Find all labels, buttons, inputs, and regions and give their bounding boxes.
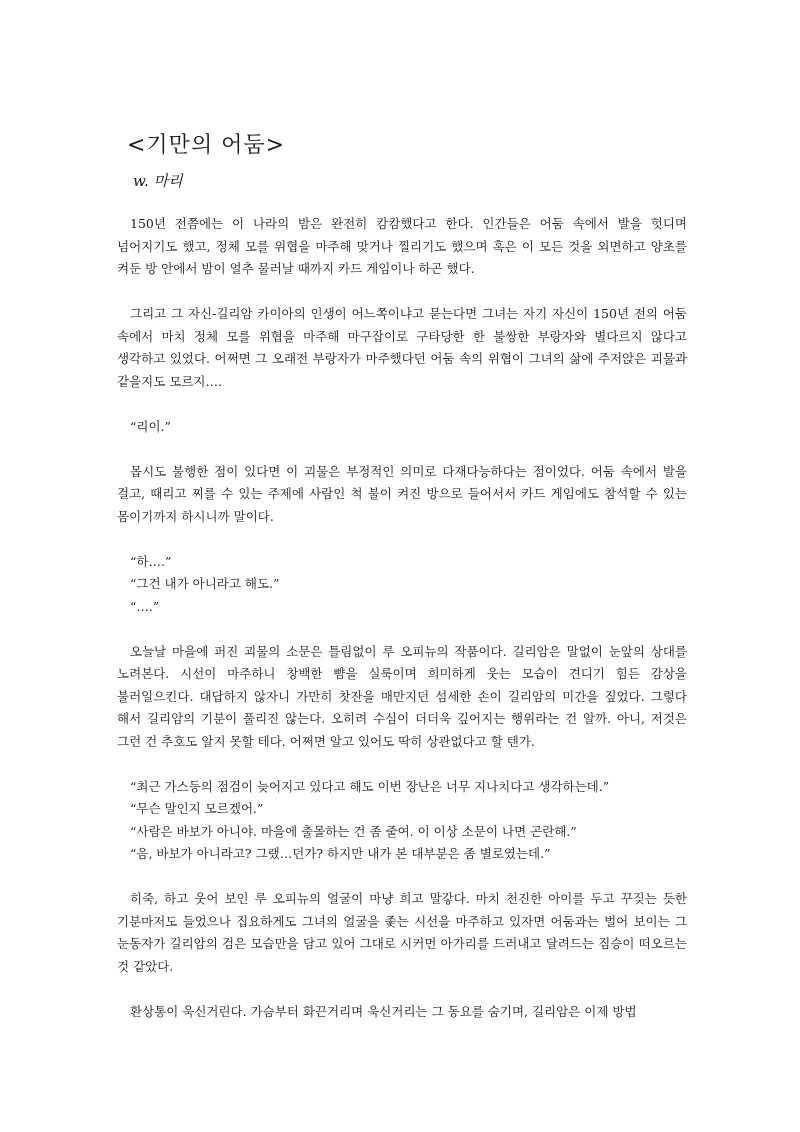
dialogue-line: “사람은 바보가 아니야. 마을에 출몰하는 건 좀 줄여. 이 이상 소문이 나면 곤란해.” [130,823,577,839]
author-byline: w. 마리 [133,172,183,190]
paragraph-4: 오늘날 마을에 퍼진 괴물의 소문은 틀림없이 루 오피뉴의 작품이다. 길리암은 말없이 눈앞의 상대를 노려본다. 시선이 마주하니 창백한 뺨을 실룩이며 희미하게 웃는 모습이 견디기 힘든 감상을 불러일으킨다. 대답하지 않자니 가만히 찻잔을 매만지던 섬세한 손이 길리암의 미간을 짚었다. 그렇다 해서 길리암의 기분이 풀리진 않는다. 오히려 수심이 더더욱 깊어지는 행위라는 건 알까. 아니, 저것은 그런 건 추호도 알지 못할 테다. 어쩌면 알고 있어도 딱히 상관없다고 할 텐가. [117,643,687,749]
dialogue-line-riii: “리이.” [130,418,171,434]
paragraph-6: 환상통이 욱신거린다. 가슴부터 화끈거리며 욱신거리는 그 동요를 숨기며, 길리암은 이제 방법 [130,1003,637,1019]
dialogue-block-2 [117,776,687,866]
paragraph-3: 몹시도 불행한 점이 있다면 이 괴물은 부정적인 의미로 다재다능하다는 점이었다. 어둠 속에서 발을 걸고, 때리고 찌를 수 있는 주제에 사람인 척 불이 켜진 방으로 들어서서 카드 게임에도 참석할 수 있는 몸이기까지 하시니까 말이다. [117,463,687,524]
paragraph-1: 150년 전쯤에는 이 나라의 밤은 완전히 캄캄했다고 한다. 인간들은 어둠 속에서 발을 헛디며 넘어지기도 했고, 정체 모를 위협을 마주해 맞거나 찔리기도 했으며 혹은 이 모든 것을 외면하고 양초를 켜둔 방 안에서 밤이 얼추 물러날 때까지 카드 게임이나 하곤 했다. [117,216,687,276]
dialogue-line: “하….” [130,553,172,569]
dialogue-line: “최근 가스등의 점검이 늦어지고 있다고 해도 이번 장난은 너무 지나치다고 생각하는데.” [130,778,610,794]
paragraph-2: 그리고 그 자신-길리암 카이아의 인생이 어느쪽이냐고 묻는다면 그녀는 자기 자신이 150년 전의 어둠 속에서 마치 정체 모를 위협을 마주해 마구잡이로 구타당한 한 불쌍한 부랑자와 별다르지 않다고 생각하고 있었다. 어쩌면 그 오래전 부랑자가 마주했다던 어둠 속의 위협이 그녀의 삶에 주저앉은 괴물과 같을지도 모르지…. [117,306,687,389]
dialogue-line: “….” [130,598,160,614]
dialogue-line: “무슨 말인지 모르겠어.” [130,801,264,816]
dialogue-block-1 [117,551,687,619]
dialogue-line: “음, 바보가 아니라고? 그랬…던가? 하지만 내가 본 대부분은 좀 별로였는데.” [130,846,551,861]
document-body [117,213,687,1046]
dialogue-line: “그건 내가 아니라고 해도.” [130,576,280,591]
document-title: <기만의 어둠> [127,133,286,158]
paragraph-5: 히죽, 하고 웃어 보인 루 오피뉴의 얼굴이 마냥 희고 말갛다. 마치 천진한 아이를 두고 꾸짖는 듯한 기분마저도 들었으나 집요하게도 그녀의 얼굴을 좇는 시선을 마주하고 있자면 어둠과는 벌어 보이는 그 눈동자가 길리암의 검은 모습만을 담고 있어 그대로 시커먼 아가리를 드러내고 달려드는 짐승이 떠오르는 것 같았다. [117,891,687,974]
